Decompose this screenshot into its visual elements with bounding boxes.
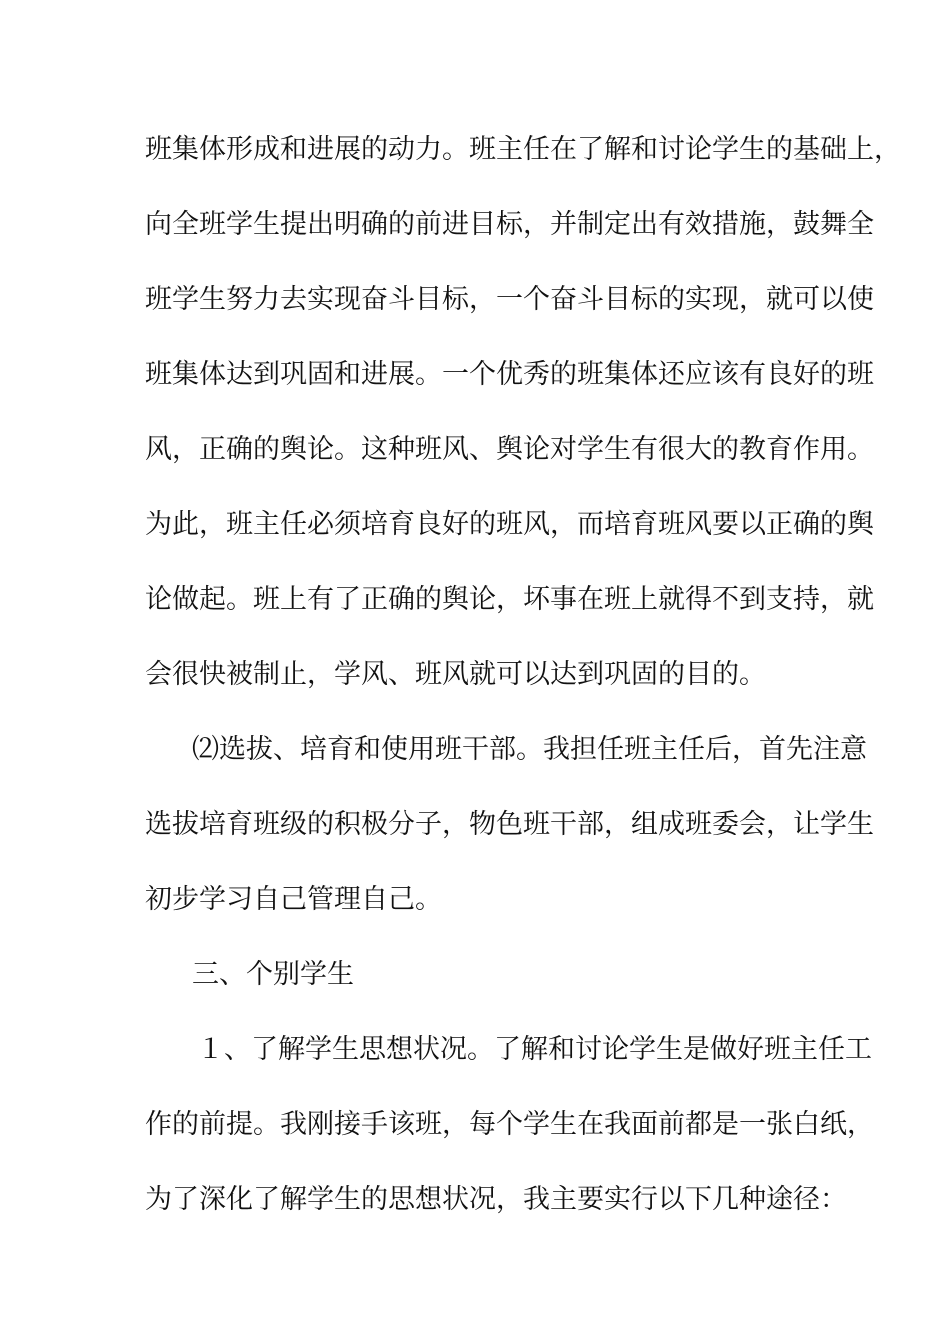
text-line: 班集体形成和进展的动力。班主任在了解和讨论学生的基础上， [145,134,901,165]
text-line: 选拔培育班级的积极分子，物色班干部，组成班委会，让学生 [145,809,874,840]
text-line: 向全班学生提出明确的前进目标，并制定出有效措施，鼓舞全 [145,209,874,240]
section-heading: 三、个别学生 [192,959,354,990]
paragraph-start-line: １、了解学生思想状况。了解和讨论学生是做好班主任工 [197,1034,872,1065]
text-line: 会很快被制止，学风、班风就可以达到巩固的目的。 [145,659,766,690]
text-line: 初步学习自己管理自己。 [145,884,442,915]
paragraph-start-line: ⑵选拔、培育和使用班干部。我担任班主任后，首先注意 [192,734,867,765]
text-line: 风，正确的舆论。这种班风、舆论对学生有很大的教育作用。 [145,434,874,465]
text-line: 为了深化了解学生的思想状况，我主要实行以下几种途径： [145,1184,847,1215]
text-line: 班学生努力去实现奋斗目标，一个奋斗目标的实现，就可以使 [145,284,874,315]
text-line: 班集体达到巩固和进展。一个优秀的班集体还应该有良好的班 [145,359,874,390]
text-line: 论做起。班上有了正确的舆论，坏事在班上就得不到支持，就 [145,584,874,615]
text-line: 作的前提。我刚接手该班，每个学生在我面前都是一张白纸， [145,1109,874,1140]
text-line: 为此，班主任必须培育良好的班风，而培育班风要以正确的舆 [145,509,874,540]
